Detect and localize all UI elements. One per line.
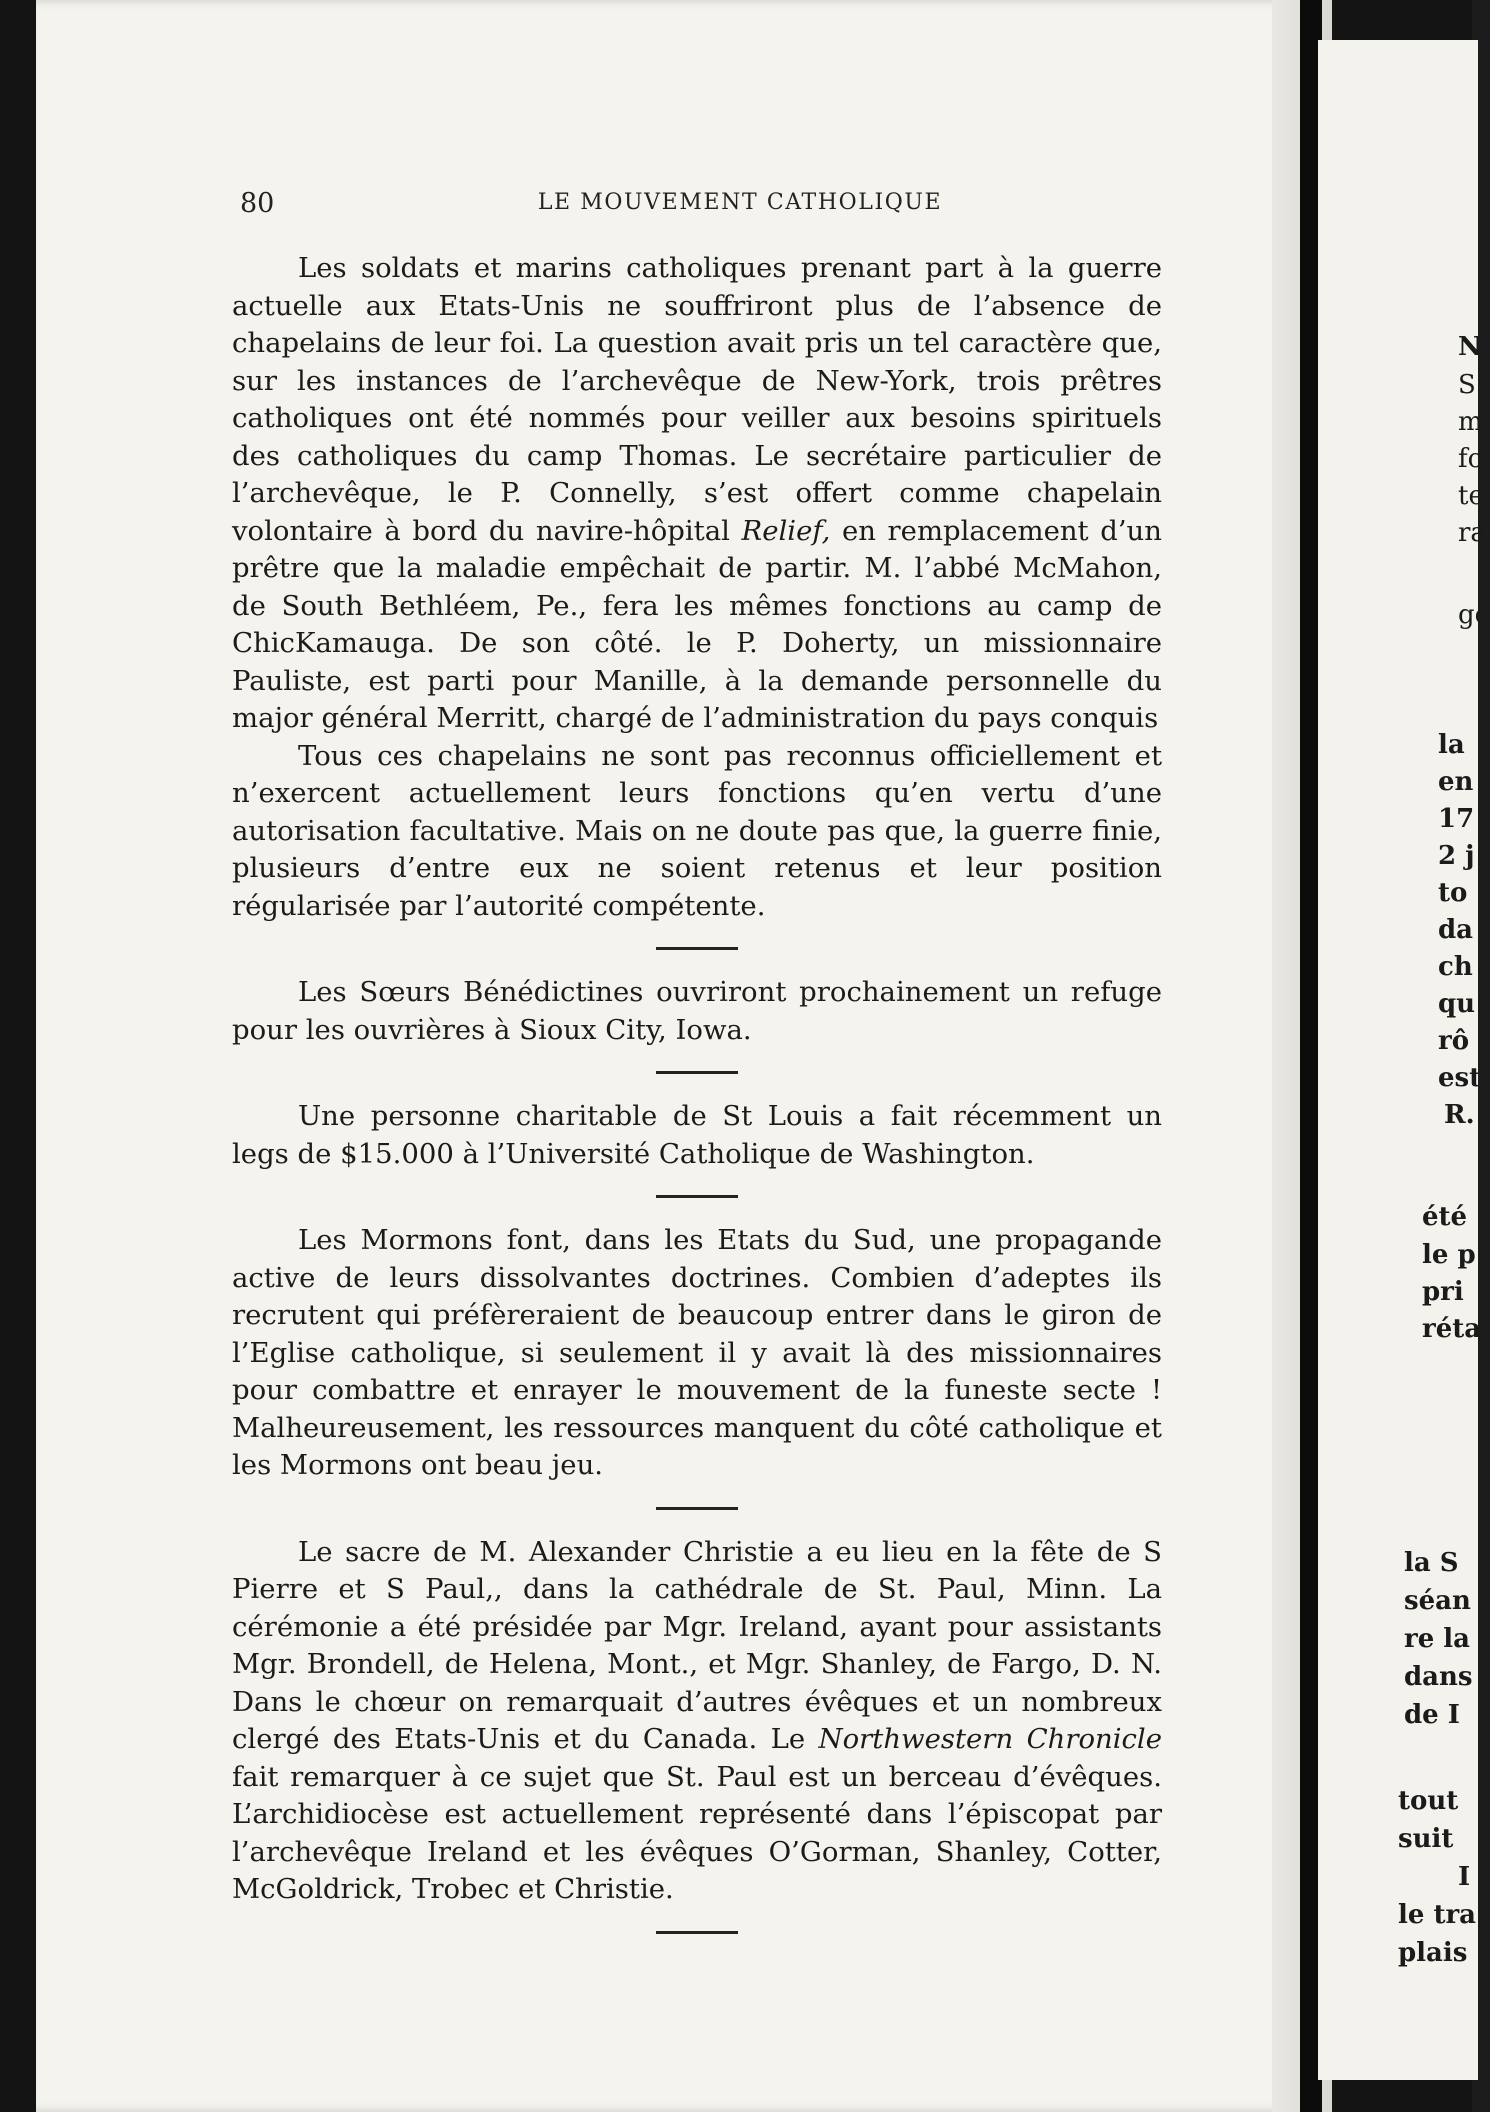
newspaper-name: Northwestern Chronicle xyxy=(818,1723,1162,1755)
right-page-edge xyxy=(1318,40,1490,2080)
right-fragment: da xyxy=(1438,915,1474,945)
paragraph-text: fait remarquer à ce sujet que St. Paul est un berceau d’évêques. L’archidiocèse est actuellement représenté dans l’épiscopat par l’archevêque Ireland et les évêques O’Gorman, Shanley, Cotter, McGoldrick, Trobec et Christie. xyxy=(232,1760,1162,1905)
right-fragment: I xyxy=(1458,1862,1471,1892)
right-fragment: R. xyxy=(1444,1100,1475,1130)
section-divider xyxy=(656,1931,738,1934)
right-fragment: rô xyxy=(1438,1026,1470,1056)
right-fragment: fo xyxy=(1458,444,1484,474)
right-fragment: 17 xyxy=(1438,804,1475,834)
right-fragment: tout xyxy=(1398,1786,1459,1816)
right-fragment: dans xyxy=(1404,1662,1473,1692)
paragraph-text: en remplacement d’un prêtre que la maladie empêchait de partir. M. l’abbé McMahon, de South Bethléem, Pe., fera les mêmes fonctions au camp de ChicKamauga. De son côté. le P. Doherty, un missionnaire Pauliste, est parti pour Manille, à la demande personnelle du major général Merritt, chargé de l’administration du pays conquis xyxy=(232,514,1162,734)
right-fragment: to xyxy=(1438,878,1468,908)
paragraph-consecration xyxy=(232,1534,1162,1909)
right-fragment: m xyxy=(1458,407,1483,437)
right-fragment: N xyxy=(1458,332,1482,362)
right-fragment: la S xyxy=(1404,1548,1459,1578)
paragraph-chaplains xyxy=(232,250,1162,738)
paragraph-benedictines: Les Sœurs Bénédictines ouvriront prochainement un refuge pour les ouvrières à Sioux City, Iowa. xyxy=(232,976,1162,1046)
paragraph-text: Les soldats et marins catholiques prenant part à la guerre actuelle aux Etats-Unis ne souffriront plus de l’absence de chapelains de leur foi. La question avait pris un tel caractère que, sur les instances de l’archevêque de New-York, trois prêtres catholiques ont été nommés pour veiller aux besoins spirituels des catholiques du camp Thomas. Le secrétaire particulier de l’archevêque, le P. Connelly, s’est offert comme chapelain volontaire à bord du navire-hôpital xyxy=(232,252,1162,547)
right-fragment: le tra xyxy=(1398,1900,1477,1930)
paragraph-bequest: Une personne charitable de St Louis a fait récemment un legs de $15.000 à l’Université Catholique de Washington. xyxy=(232,1100,1162,1170)
right-fragment: pri xyxy=(1422,1277,1464,1307)
right-fragment: le p xyxy=(1422,1240,1476,1270)
right-fragment: qu xyxy=(1438,989,1476,1019)
right-fragment: ge xyxy=(1458,600,1490,630)
right-fragment: la xyxy=(1438,730,1465,760)
right-fragment: séan xyxy=(1404,1586,1471,1616)
page-number: 80 xyxy=(240,188,275,219)
paragraph-mormons: Les Mormons font, dans les Etats du Sud, une propagande active de leurs dissolvantes doctrines. Combien d’adeptes ils recrutent qui préfèreraient de beaucoup entrer dans le giron de l’Eglise catholique, si seulement il y avait là des missionnaires pour combattre et enrayer le mouvement de la funeste secte ! Malheureusement, les ressources manquent du côté catholique et les Mormons ont beau jeu. xyxy=(232,1224,1162,1481)
text-column xyxy=(232,250,1162,1934)
ship-name: Relief, xyxy=(741,514,831,547)
right-fragment: ch xyxy=(1438,952,1473,982)
right-fragment: re la xyxy=(1404,1624,1471,1654)
paragraph-official-recognition: Tous ces chapelains ne sont pas reconnus officiellement et n’exercent actuellement leurs fonctions qu’en vertu d’une autorisation facultative. Mais on ne doute pas que, la guerre finie, plusieurs d’entre eux ne soient retenus et leur position régularisée par l’autorité compétente. xyxy=(232,739,1162,922)
right-fragment: plais xyxy=(1398,1938,1468,1968)
right-fragment: été xyxy=(1422,1202,1468,1232)
right-fragment: en xyxy=(1438,767,1474,797)
right-fragment: de I xyxy=(1404,1700,1460,1730)
right-fragment: ra xyxy=(1458,518,1486,548)
paragraph-text: Le sacre de M. Alexander Christie a eu lieu en la fête de S Pierre et S Paul,, dans la cathédrale de St. Paul, Minn. La cérémonie a été présidée par Mgr. Ireland, ayant pour assistants Mgr. Brondell, de Helena, Mont., et Mgr. Shanley, de Fargo, D. N. Dans le chœur on remarquait d’autres évêques et un nombreux clergé des Etats-Unis et du Canada. Le xyxy=(232,1535,1162,1755)
right-fragment: suit xyxy=(1398,1824,1454,1854)
right-fragment: est xyxy=(1438,1063,1482,1093)
right-fragment: S xyxy=(1458,370,1476,400)
right-fragment: te xyxy=(1458,481,1484,511)
page-header xyxy=(240,188,1160,228)
right-fragment: 2 j xyxy=(1438,841,1475,871)
right-fragment: réta xyxy=(1422,1314,1482,1344)
running-title: LE MOUVEMENT CATHOLIQUE xyxy=(537,190,943,215)
